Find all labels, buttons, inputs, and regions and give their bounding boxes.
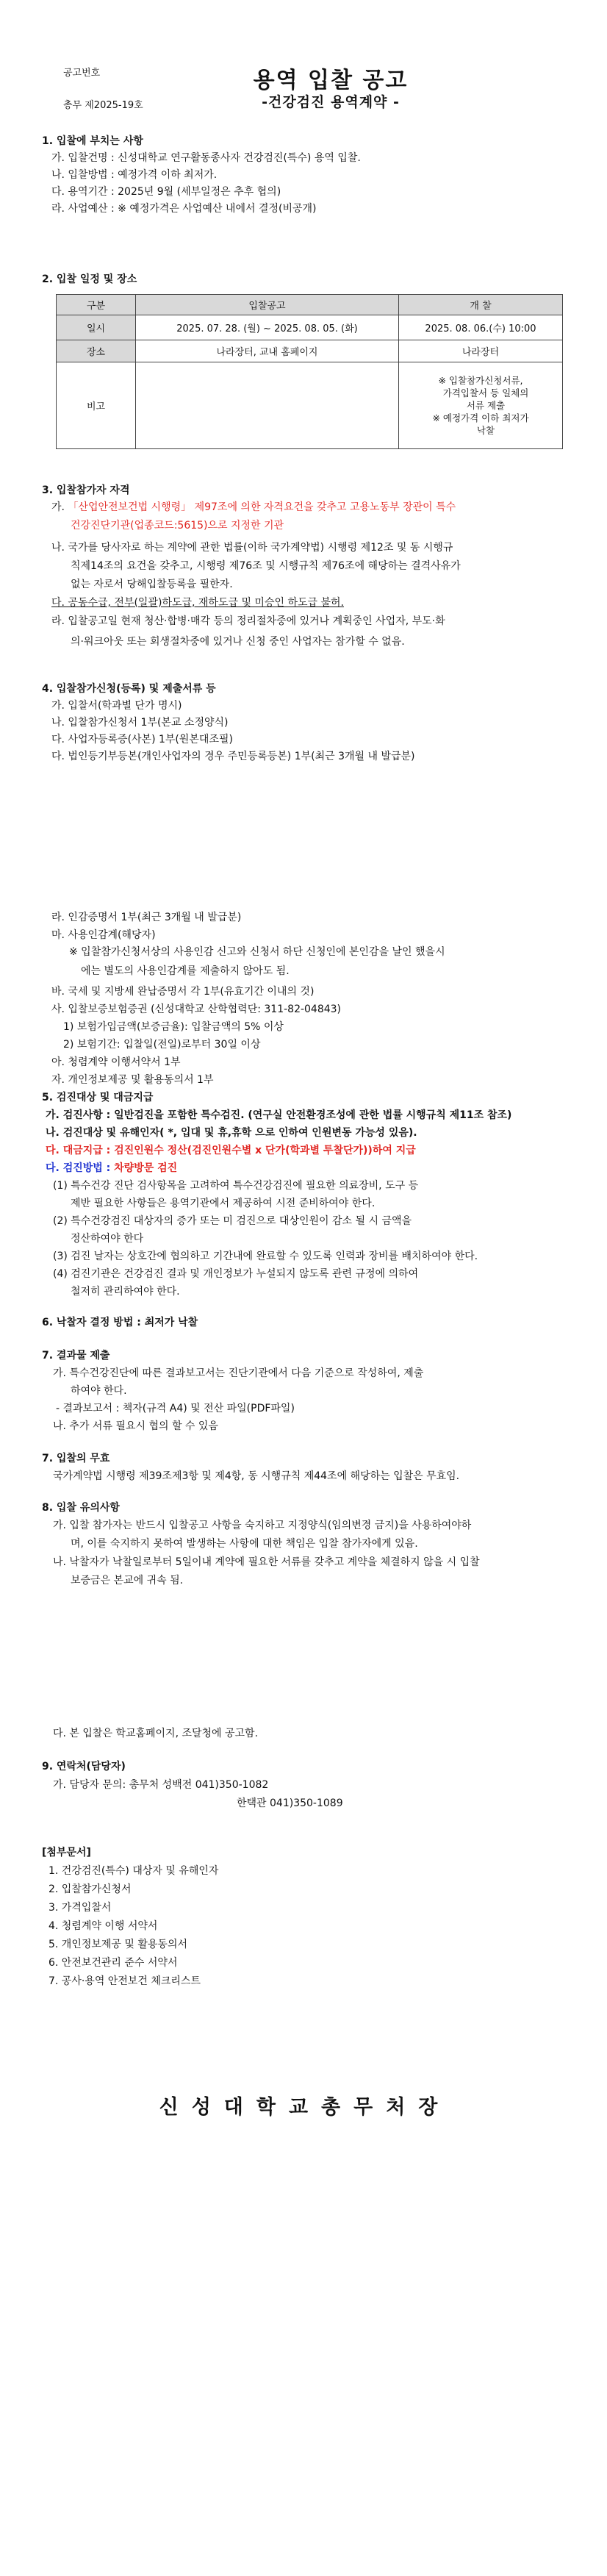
s4-item: 아. 청렴계약 이행서약서 1부 xyxy=(51,1056,181,1068)
attachment-item: 3. 가격입찰서 xyxy=(49,1902,112,1914)
s1-item: 라. 사업예산 : ※ 예정가격은 사업예산 내에서 결정(비공개) xyxy=(51,203,317,215)
s1-item: 나. 입찰방법 : 예정가격 이하 최저가. xyxy=(51,169,218,181)
s5-subitem: (1) 특수건강 진단 검사항목을 고려하여 특수건강검진에 필요한 의료장비, 도구 등 xyxy=(53,1180,419,1192)
s4-item: 가. 입찰서(학과별 단가 명시) xyxy=(51,700,182,712)
s3-a-red: 「산업안전보건법 시행령」 제97조에 의한 자격요건을 갖추고 고용노동부 장관이 특수 xyxy=(68,501,456,513)
cell-open-place: 나라장터 xyxy=(399,340,563,362)
s5-subitem: (2) 특수건강검진 대상자의 증가 또는 미 검진으로 대상인원이 감소 될 시 금액을 xyxy=(53,1215,412,1227)
cell-open-date: 2025. 08. 06.(수) 10:00 xyxy=(399,315,563,340)
page-subtitle: -건강검진 용역계약 - xyxy=(262,94,400,110)
section-8-heading: 8. 입찰 유의사항 xyxy=(42,1502,120,1514)
s5-a-text: 일반검진을 포함한 특수검진. (연구실 안전환경조성에 관한 법률 시행규칙 제11조 참조) xyxy=(114,1109,512,1121)
s8-item: 가. 입찰 참가자는 반드시 입찰공고 사항을 숙지하고 지정양식(임의변경 금지)을 사용하여야하 xyxy=(53,1520,472,1531)
schedule-table xyxy=(56,294,563,449)
s4-item: 다. 법인등기부등본(개인사업자의 경우 주민등록등본) 1부(최근 3개월 내 발급분) xyxy=(51,751,415,762)
s8-item: 나. 낙찰자가 낙찰일로부터 5일이내 계약에 필요한 서류를 갖추고 계약을 체결하지 않을 시 입찰 xyxy=(53,1556,480,1568)
cell-bid-note xyxy=(136,362,399,449)
s4-item: 자. 개인정보제공 및 활용동의서 1부 xyxy=(51,1074,214,1086)
attachment-item: 4. 청렴계약 이행 서약서 xyxy=(49,1920,158,1932)
row-label-place: 장소 xyxy=(57,340,136,362)
s3-item-d: 라. 입찰공고일 현재 청산·합병·매각 등의 정리절차중에 있거나 계획중인 사업자, 부도·화 xyxy=(51,615,445,627)
issuer-signature: 신성대학교총무처장 xyxy=(159,2096,451,2119)
s4-item: 라. 인감증명서 1부(최근 3개월 내 발급분) xyxy=(51,912,242,923)
s3-item-c: 다. 공동수급, 전부(일괄)하도급, 재하도급 및 미승인 하도급 불허. xyxy=(51,597,344,609)
section-4-heading: 4. 입찰참가신청(등록) 및 제출서류 등 xyxy=(42,683,216,695)
attachment-item: 1. 건강검진(특수) 대상자 및 유해인자 xyxy=(49,1865,219,1877)
s4-note-cont: 에는 별도의 사용인감계를 제출하지 않아도 됨. xyxy=(81,965,290,977)
s3-a-prefix: 가. xyxy=(51,501,68,513)
section-2-heading: 2. 입찰 일정 및 장소 xyxy=(42,273,137,285)
s5-a-label: 가. 검진사항 : xyxy=(46,1109,115,1121)
attachments-heading: [첨부문서] xyxy=(42,1847,91,1858)
s3-item-b-cont: 없는 자로서 당해입찰등록을 필한자. xyxy=(71,579,233,590)
s1-item: 다. 용역기간 : 2025년 9월 (세부일정은 추후 협의) xyxy=(51,186,281,198)
row-label-date: 일시 xyxy=(57,315,136,340)
s5-subitem-cont: 정산하여야 한다 xyxy=(71,1233,144,1245)
s7-item: 가. 특수건강진단에 따른 결과보고서는 진단기관에서 다음 기준으로 작성하여, 제출 xyxy=(53,1367,424,1379)
s1-item: 가. 입찰건명 : 신성대학교 연구활동종사자 건강검진(특수) 용역 입찰. xyxy=(51,152,361,164)
s8-final-note: 다. 본 입찰은 학교홈페이지, 조달청에 공고함. xyxy=(53,1728,259,1739)
col-header-open: 개 찰 xyxy=(399,295,563,315)
section-7b-heading: 7. 입찰의 무효 xyxy=(42,1453,110,1464)
s4-item: 사. 입찰보증보험증권 (신성대학교 산학협력단: 311-82-04843) xyxy=(51,1003,342,1015)
s5-subitem: (3) 검진 날자는 상호간에 협의하고 기간내에 완료할 수 있도록 인력과 장비를 배치하여야 한다. xyxy=(53,1251,478,1262)
attachment-item: 7. 공사·용역 안전보건 체크리스트 xyxy=(49,1975,201,1987)
s4-item: 나. 입찰참가신청서 1부(본교 소정양식) xyxy=(51,717,229,729)
s4-item: 마. 사용인감계(해당자) xyxy=(51,929,156,941)
s3-item-a-cont: 건강진단기관(업종코드:5615)으로 지정한 기관 xyxy=(71,520,284,532)
col-header-category: 구분 xyxy=(57,295,136,315)
section-1-heading: 1. 입찰에 부치는 사항 xyxy=(42,135,143,147)
doc-number-label: 공고번호 xyxy=(63,68,101,79)
cell-open-note xyxy=(399,362,563,449)
page-title: 용역 입찰 공고 xyxy=(253,68,409,93)
note-line: 가격입찰서 등 일체의 xyxy=(442,387,529,398)
s5-subitem: (4) 검진기관은 건강검진 결과 및 개인정보가 누설되지 않도록 관련 규정에 의하여 xyxy=(53,1268,419,1280)
s3-item-b: 나. 국가를 당사자로 하는 계약에 관한 법률(이하 국가계약법) 시행령 제12조 및 동 시행규 xyxy=(51,542,453,554)
s5-subitem-cont: 제반 필요한 사항들은 용역기관에서 제공하여 시전 준비하여야 한다. xyxy=(71,1198,376,1209)
s4-note: ※ 입찰참가신청서상의 사용인감 신고와 신청서 하단 신청인에 본인감을 날인 했을시 xyxy=(69,946,445,958)
s3-item-b-cont: 칙제14조의 요건을 갖추고, 시행령 제76조 및 시행규칙 제76조에 해당하는 결격사유가 xyxy=(71,560,461,572)
contact-line: 한택관 041)350-1089 xyxy=(237,1797,343,1809)
attachment-item: 2. 입찰참가신청서 xyxy=(49,1883,132,1895)
s5-d-text: 차량방문 검진 xyxy=(114,1162,178,1174)
doc-number: 총무 제2025-19호 xyxy=(63,100,143,111)
attachment-item: 5. 개인정보제공 및 활용동의서 xyxy=(49,1939,187,1950)
section-3-heading: 3. 입찰참가자 자격 xyxy=(42,484,130,496)
section-6-heading: 6. 낙찰자 결정 방법 : 최저가 낙찰 xyxy=(42,1317,198,1328)
s8-item-cont: 며, 이를 숙지하지 못하여 발생하는 사항에 대한 책임은 입찰 참가자에게 있음. xyxy=(71,1538,418,1550)
s8-item-cont: 보증금은 본교에 귀속 됨. xyxy=(71,1575,184,1586)
section-5-heading: 5. 검진대상 및 대금지급 xyxy=(42,1092,154,1103)
s5-subitem-cont: 철저히 관리하여야 한다. xyxy=(71,1286,180,1298)
section-7-heading: 7. 결과물 제출 xyxy=(42,1350,110,1362)
s5-c-label: 다. 대금지급 : xyxy=(46,1145,115,1156)
attachment-item: 6. 안전보건관리 준수 서약서 xyxy=(49,1957,178,1969)
cell-bid-place: 나라장터, 교내 홈페이지 xyxy=(136,340,399,362)
s3-item-d-cont: 의·워크아웃 또는 회생절차중에 있거나 신청 중인 사업자는 참가할 수 없음. xyxy=(71,636,405,648)
note-line: ※ 예정가격 이하 최저가 xyxy=(432,412,529,423)
s5-item-b: 나. 검진대상 및 유해인자( *, 입대 및 휴,휴학 으로 인하여 인원변동 가능성 있음). xyxy=(46,1127,417,1139)
note-line: 낙찰 xyxy=(476,425,495,436)
s7-item-cont: 하여야 한다. xyxy=(71,1385,127,1397)
s4-item: 바. 국세 및 지방세 완납증명서 각 1부(유효기간 이내의 것) xyxy=(51,986,315,998)
s5-d-label: 다. 검진방법 : xyxy=(46,1162,115,1174)
cell-bid-date: 2025. 07. 28. (월) ~ 2025. 08. 05. (화) xyxy=(136,315,399,340)
col-header-bid: 입찰공고 xyxy=(136,295,399,315)
s4-subitem: 1) 보험가입금액(보증금율): 입찰금액의 5% 이상 xyxy=(63,1021,284,1033)
contact-line: 가. 담당자 문의: 총무처 성백전 041)350-1082 xyxy=(53,1779,269,1791)
s7-item: 나. 추가 서류 필요시 협의 할 수 있음 xyxy=(53,1420,218,1432)
s7b-text: 국가계약법 시행령 제39조제3항 및 제4항, 동 시행규칙 제44조에 해당하는 입찰은 무효임. xyxy=(53,1470,460,1482)
row-label-note: 비고 xyxy=(57,362,136,449)
s4-item: 다. 사업자등록증(사본) 1부(원본대조필) xyxy=(51,734,233,745)
section-9-heading: 9. 연락처(담당자) xyxy=(42,1761,126,1772)
note-line: ※ 입찰참가신청서류, xyxy=(438,375,523,386)
s4-subitem: 2) 보험기간: 입찰일(전일)로부터 30일 이상 xyxy=(63,1039,261,1051)
s7-item: - 결과보고서 : 책자(규격 A4) 및 전산 파일(PDF파일) xyxy=(56,1403,295,1414)
s5-c-text: 검진인원수 정산(검진인원수별 x 단가(학과별 투찰단가))하여 지급 xyxy=(114,1145,416,1156)
note-line: 서류 제출 xyxy=(466,400,506,411)
